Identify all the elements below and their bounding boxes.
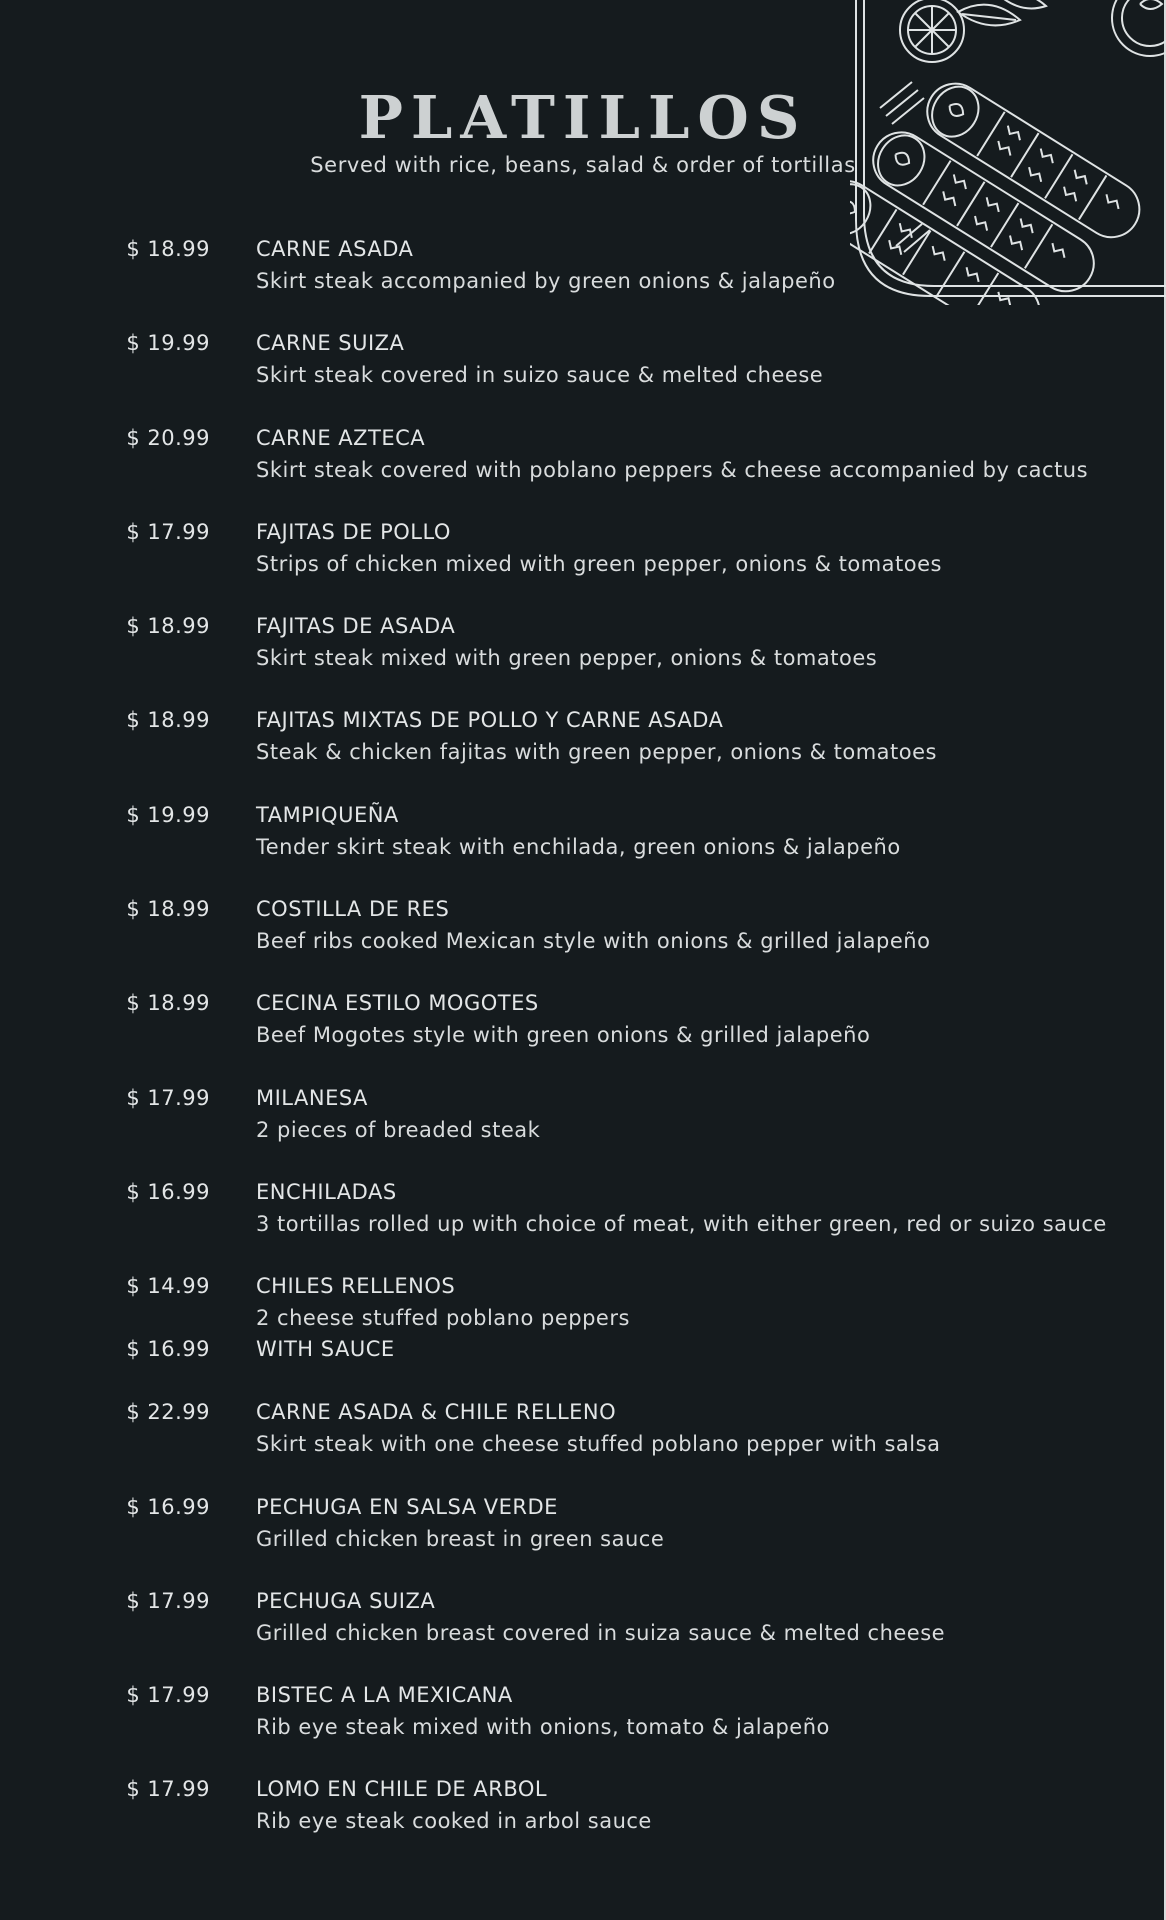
item-description: Skirt steak covered in suizo sauce & melted cheese: [256, 363, 824, 388]
menu-item: [0, 1679, 1166, 1773]
item-name: CARNE ASADA & CHILE RELLENO: [256, 1400, 617, 1425]
page-subtitle: Served with rice, beans, salad & order of tortillas: [310, 153, 856, 177]
item-price: $ 17.99: [126, 519, 210, 544]
item-name: PECHUGA SUIZA: [256, 1588, 436, 1613]
item-description: Grilled chicken breast in green sauce: [256, 1526, 665, 1551]
item-price: $ 17.99: [126, 1683, 210, 1708]
item-name: FAJITAS MIXTAS DE POLLO Y CARNE ASADA: [256, 708, 724, 733]
menu-item: [0, 1270, 1166, 1396]
menu-item: [0, 1585, 1166, 1679]
menu-item: [0, 799, 1166, 893]
menu-item: [0, 516, 1166, 610]
item-price: $ 17.99: [126, 1085, 210, 1110]
item-price: $ 18.99: [126, 991, 210, 1016]
item-name: COSTILLA DE RES: [256, 897, 450, 922]
menu-item: [0, 1082, 1166, 1176]
menu-item: [0, 1176, 1166, 1270]
item-name: CARNE SUIZA: [256, 331, 405, 356]
menu-item: [0, 610, 1166, 704]
item-price: $ 20.99: [126, 425, 210, 450]
item-description: Strips of chicken mixed with green pepper, onions & tomatoes: [256, 551, 942, 576]
item-description: 2 cheese stuffed poblano peppers: [256, 1306, 630, 1331]
item-price: $ 18.99: [126, 614, 210, 639]
item-price: $ 19.99: [126, 802, 210, 827]
item-name: LOMO EN CHILE DE ARBOL: [256, 1777, 548, 1802]
item-description: Grilled chicken breast covered in suiza sauce & melted cheese: [256, 1620, 946, 1645]
item-price: $ 19.99: [126, 331, 210, 356]
item-description: 2 pieces of breaded steak: [256, 1117, 541, 1142]
item-price: $ 18.99: [126, 237, 210, 261]
item-description: Beef Mogotes style with green onions & grilled jalapeño: [256, 1023, 871, 1048]
item-option-name: WITH SAUCE: [256, 1337, 395, 1362]
menu-item: [0, 987, 1166, 1081]
item-price: $ 18.99: [126, 897, 210, 922]
item-description: Skirt steak mixed with green pepper, onions & tomatoes: [256, 646, 878, 671]
item-description: Beef ribs cooked Mexican style with onions & grilled jalapeño: [256, 929, 931, 954]
item-name: ENCHILADAS: [256, 1179, 397, 1204]
menu-item: [0, 1396, 1166, 1490]
item-name: PECHUGA EN SALSA VERDE: [256, 1494, 558, 1519]
menu-item: [0, 893, 1166, 987]
page-title: PLATILLOS: [358, 83, 808, 152]
item-description: Rib eye steak cooked in arbol sauce: [256, 1809, 652, 1834]
item-name: BISTEC A LA MEXICANA: [256, 1683, 513, 1708]
menu-list: [0, 233, 1166, 1868]
menu-item: [0, 327, 1166, 421]
item-option-price: $ 16.99: [126, 1337, 210, 1362]
menu-item: [0, 1773, 1166, 1867]
item-name: FAJITAS DE ASADA: [256, 614, 456, 639]
item-price: $ 16.99: [126, 1494, 210, 1519]
item-price: $ 17.99: [126, 1777, 210, 1802]
item-name: FAJITAS DE POLLO: [256, 519, 451, 544]
item-name: CHILES RELLENOS: [256, 1274, 456, 1299]
item-name: TAMPIQUEÑA: [256, 802, 399, 827]
menu-item: [0, 422, 1166, 516]
menu-item: [0, 1491, 1166, 1585]
menu-item: [0, 233, 1166, 327]
item-price: $ 14.99: [126, 1274, 210, 1299]
item-description: 3 tortillas rolled up with choice of meat, with either green, red or suizo sauce: [256, 1211, 1107, 1236]
item-price: $ 16.99: [126, 1179, 210, 1204]
item-description: Tender skirt steak with enchilada, green onions & jalapeño: [256, 834, 901, 859]
item-price: $ 17.99: [126, 1588, 210, 1613]
item-name: MILANESA: [256, 1085, 368, 1110]
item-price: $ 22.99: [126, 1400, 210, 1425]
item-description: Steak & chicken fajitas with green pepper, onions & tomatoes: [256, 740, 937, 765]
menu-item: [0, 704, 1166, 798]
item-description: Skirt steak accompanied by green onions & jalapeño: [256, 269, 836, 293]
item-description: Skirt steak with one cheese stuffed poblano pepper with salsa: [256, 1432, 941, 1457]
item-name: CARNE ASADA: [256, 237, 414, 261]
item-description: Rib eye steak mixed with onions, tomato & jalapeño: [256, 1715, 830, 1740]
item-price: $ 18.99: [126, 708, 210, 733]
item-name: CECINA ESTILO MOGOTES: [256, 991, 539, 1016]
item-description: Skirt steak covered with poblano peppers & cheese accompanied by cactus: [256, 457, 1089, 482]
item-name: CARNE AZTECA: [256, 425, 426, 450]
